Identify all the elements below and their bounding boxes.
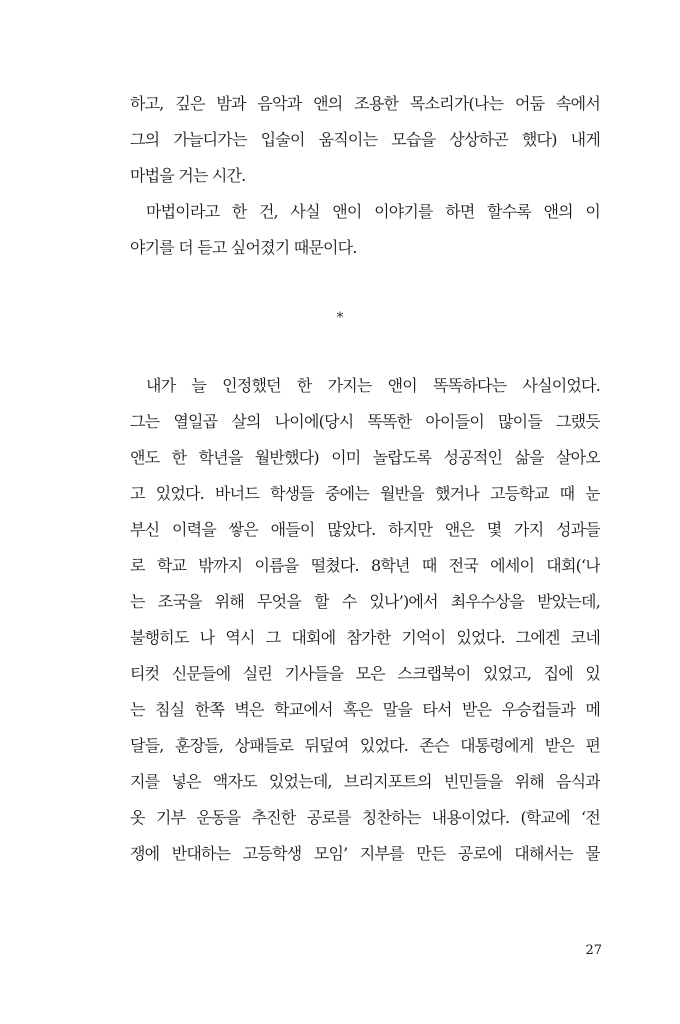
text-line: 고 있었다. 바너드 학생들 중에는 월반을 했거나 고등학교 때 눈	[130, 484, 600, 503]
text-line: 로 학교 밖까지 이름을 떨쳤다. 8학년 때 전국 에세이 대회(‘나	[130, 556, 600, 575]
text-line: 야기를 더 듣고 싶어졌기 때문이다.	[130, 238, 357, 257]
text-line: 지를 넣은 액자도 있었는데, 브리지포트의 빈민들을 위해 음식과	[130, 772, 600, 791]
text-line: 불행히도 나 역시 그 대회에 참가한 기억이 있었다. 그에겐 코네	[130, 628, 600, 647]
text-line: 달들, 훈장들, 상패들로 뒤덮여 있었다. 존슨 대통령에게 받은 편	[130, 736, 600, 755]
text-line: 쟁에 반대하는 고등학생 모임’ 지부를 만든 공로에 대해서는 물	[130, 844, 600, 863]
text-line: 하고, 깊은 밤과 음악과 앤의 조용한 목소리가(나는 어둠 속에서	[130, 94, 600, 113]
text-line: 그의 가늘디가는 입술이 움직이는 모습을 상상하곤 했다) 내게	[130, 130, 600, 149]
text-line: 는 침실 한쪽 벽은 학교에서 혹은 말을 타서 받은 우승컵들과 메	[130, 700, 600, 719]
text-line: 그는 열일곱 살의 나이에(당시 똑똑한 아이들이 많이들 그랬듯	[130, 412, 600, 431]
page-number: 27	[585, 943, 602, 958]
text-line: 마법을 거는 시간.	[130, 166, 246, 185]
text-line: 옷 기부 운동을 추진한 공로를 칭찬하는 내용이었다. (학교에 ‘전	[130, 808, 600, 827]
text-line: 티컷 신문들에 실린 기사들을 모은 스크랩북이 있었고, 집에 있	[130, 664, 600, 683]
section-separator: *	[336, 310, 344, 326]
text-line: 부신 이력을 쌓은 애들이 많았다. 하지만 앤은 몇 가지 성과들	[130, 520, 600, 539]
text-line: 내가 늘 인정했던 한 가지는 앤이 똑똑하다는 사실이었다.	[146, 376, 600, 395]
text-line: 앤도 한 학년을 월반했다) 이미 놀랍도록 성공적인 삶을 살아오	[130, 448, 600, 467]
paragraph-block-1	[130, 86, 600, 266]
paragraph-block-2	[130, 368, 600, 872]
text-line: 마법이라고 한 건, 사실 앤이 이야기를 하면 할수록 앤의 이	[146, 202, 600, 221]
text-line: 는 조국을 위해 무엇을 할 수 있나’)에서 최우수상을 받았는데,	[130, 592, 600, 611]
